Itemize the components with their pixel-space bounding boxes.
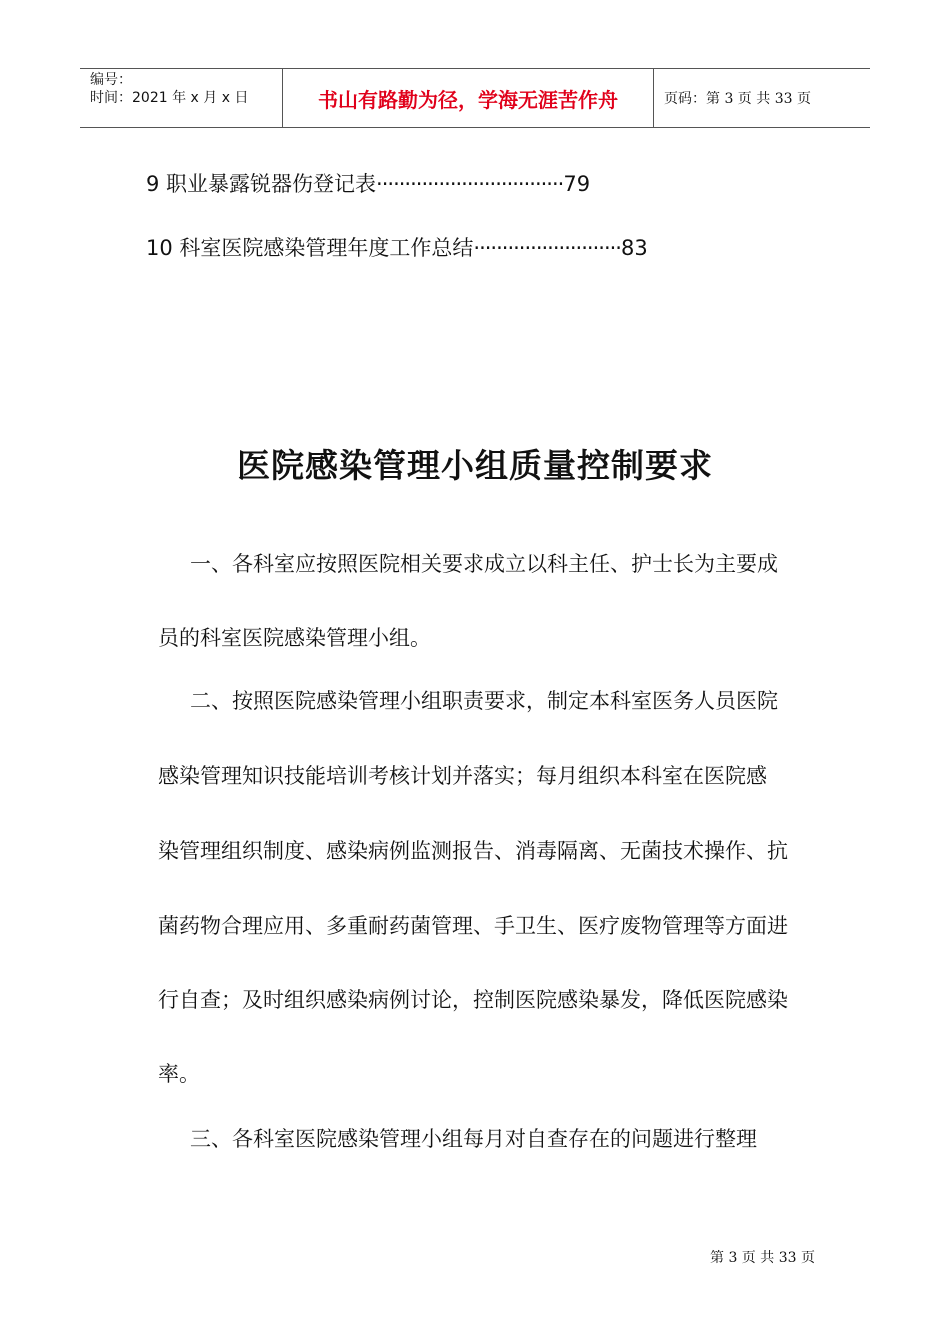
body-line: 染管理组织制度、感染病例监测报告、消毒隔离、无菌技术操作、抗 <box>158 839 788 863</box>
toc-entry-text: 10 科室医院感染管理年度工作总结 <box>146 236 474 260</box>
header-page-info <box>654 69 870 127</box>
section-title: 医院感染管理小组质量控制要求 <box>237 446 713 485</box>
toc-leader-dots: ································· <box>376 172 564 196</box>
body-line: 一、各科室应按照医院相关要求成立以科主任、护士长为主要成 <box>190 552 778 576</box>
body-line: 菌药物合理应用、多重耐药菌管理、手卫生、医疗废物管理等方面进 <box>158 914 788 938</box>
header-motto <box>282 69 654 127</box>
document-number: 编号： <box>90 72 132 88</box>
body-line: 三、各科室医院感染管理小组每月对自查存在的问题进行整理 <box>190 1127 757 1151</box>
toc-page-number: 79 <box>563 172 591 196</box>
body-line: 率。 <box>158 1062 200 1086</box>
toc-entry-text: 9 职业暴露锐器伤登记表 <box>146 172 377 196</box>
body-line: 感染管理知识技能培训考核计划并落实；每月组织本科室在医院感 <box>158 764 767 788</box>
toc-leader-dots: ·························· <box>473 236 621 260</box>
page-footer: 第 3 页 共 33 页 <box>710 1250 815 1266</box>
body-line: 二、按照医院感染管理小组职责要求，制定本科室医务人员医院 <box>190 689 778 713</box>
body-line: 员的科室医院感染管理小组。 <box>158 626 431 650</box>
page-header <box>80 68 870 128</box>
toc-entry <box>146 232 648 262</box>
header-meta <box>80 69 282 127</box>
document-date: 时间：2021 年 x 月 x 日 <box>90 90 249 106</box>
motto-text: 书山有路勤为径，学海无涯苦作舟 <box>318 87 618 112</box>
body-line: 行自查；及时组织感染病例讨论，控制医院感染暴发，降低医院感染 <box>158 988 788 1012</box>
page-number-label: 页码：第 3 页 共 33 页 <box>664 91 811 107</box>
toc-page-number: 83 <box>620 236 648 260</box>
toc-entry <box>146 168 590 198</box>
